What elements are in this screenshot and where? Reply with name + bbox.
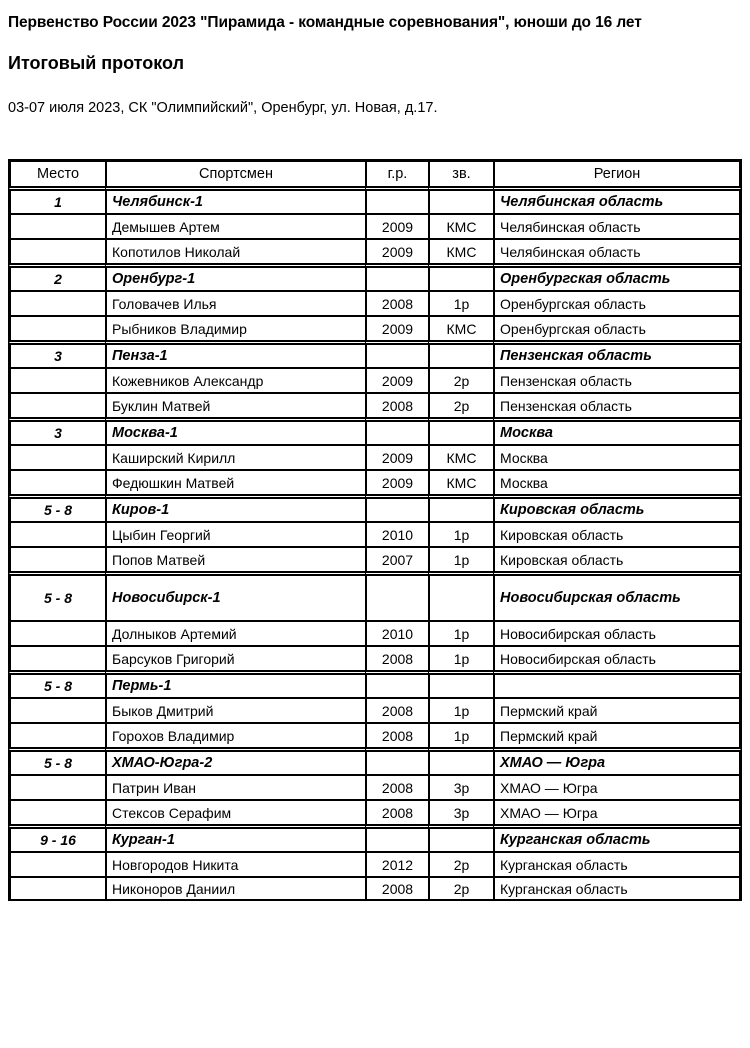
athlete-name: Цыбин Георгий <box>105 521 365 546</box>
table-row <box>8 444 742 469</box>
athlete-place <box>8 392 105 417</box>
table-row <box>8 620 742 645</box>
athlete-place <box>8 213 105 238</box>
athlete-name: Горохов Владимир <box>105 722 365 747</box>
athlete-region: Курганская область <box>493 876 742 901</box>
athlete-place <box>8 697 105 722</box>
team-name: ХМАО-Югра-2 <box>105 747 365 774</box>
column-header-year: г.р. <box>365 159 428 186</box>
table-row <box>8 315 742 340</box>
athlete-rank: 1р <box>428 290 493 315</box>
column-header-region: Регион <box>493 159 742 186</box>
athlete-year: 2008 <box>365 774 428 799</box>
athlete-year: 2008 <box>365 722 428 747</box>
team-rank <box>428 824 493 851</box>
athlete-place <box>8 444 105 469</box>
athlete-region: ХМАО — Югра <box>493 774 742 799</box>
athlete-region: Челябинская область <box>493 238 742 263</box>
athlete-year: 2010 <box>365 620 428 645</box>
athlete-place <box>8 645 105 670</box>
team-year <box>365 824 428 851</box>
athlete-place <box>8 722 105 747</box>
athlete-rank: 3р <box>428 774 493 799</box>
team-rank <box>428 747 493 774</box>
team-rank <box>428 571 493 620</box>
athlete-region: Новосибирская область <box>493 645 742 670</box>
team-header-row <box>8 340 742 367</box>
table-row <box>8 722 742 747</box>
table-row <box>8 851 742 876</box>
team-name: Пермь-1 <box>105 670 365 697</box>
athlete-year: 2012 <box>365 851 428 876</box>
team-rank <box>428 670 493 697</box>
athlete-year: 2008 <box>365 645 428 670</box>
athlete-place <box>8 876 105 901</box>
page-title: Первенство России 2023 "Пирамида - командные соревнования", юноши до 16 лет <box>8 14 642 31</box>
team-place: 5 - 8 <box>8 571 105 620</box>
athlete-year: 2009 <box>365 213 428 238</box>
team-rank <box>428 417 493 444</box>
athlete-name: Долныков Артемий <box>105 620 365 645</box>
athlete-rank: 1р <box>428 620 493 645</box>
team-name: Новосибирск-1 <box>105 571 365 620</box>
team-year <box>365 494 428 521</box>
team-year <box>365 417 428 444</box>
athlete-rank: 3р <box>428 799 493 824</box>
athlete-name: Рыбников Владимир <box>105 315 365 340</box>
team-name: Пенза-1 <box>105 340 365 367</box>
athlete-name: Стексов Серафим <box>105 799 365 824</box>
team-header-row <box>8 417 742 444</box>
table-row <box>8 521 742 546</box>
athlete-year: 2008 <box>365 392 428 417</box>
team-name: Киров-1 <box>105 494 365 521</box>
team-name: Москва-1 <box>105 417 365 444</box>
athlete-rank: 1р <box>428 645 493 670</box>
team-place: 5 - 8 <box>8 670 105 697</box>
team-place: 1 <box>8 186 105 213</box>
column-header-rank: зв. <box>428 159 493 186</box>
team-region: Челябинская область <box>493 186 742 213</box>
athlete-region: Кировская область <box>493 521 742 546</box>
team-year <box>365 747 428 774</box>
athlete-rank: 2р <box>428 392 493 417</box>
table-row <box>8 290 742 315</box>
athlete-rank: 2р <box>428 367 493 392</box>
athlete-region: Новосибирская область <box>493 620 742 645</box>
athlete-year: 2009 <box>365 315 428 340</box>
team-region: Курганская область <box>493 824 742 851</box>
team-rank <box>428 263 493 290</box>
athlete-rank: 1р <box>428 697 493 722</box>
team-rank <box>428 494 493 521</box>
table-row <box>8 799 742 824</box>
team-place: 5 - 8 <box>8 747 105 774</box>
athlete-place <box>8 238 105 263</box>
team-year <box>365 186 428 213</box>
table-row <box>8 238 742 263</box>
table-header <box>8 159 742 186</box>
athlete-name: Барсуков Григорий <box>105 645 365 670</box>
team-region: Москва <box>493 417 742 444</box>
athlete-name: Патрин Иван <box>105 774 365 799</box>
athlete-year: 2009 <box>365 444 428 469</box>
table-body <box>8 186 742 901</box>
team-region: Пензенская область <box>493 340 742 367</box>
athlete-rank: 2р <box>428 876 493 901</box>
team-place: 9 - 16 <box>8 824 105 851</box>
athlete-year: 2010 <box>365 521 428 546</box>
athlete-region: ХМАО — Югра <box>493 799 742 824</box>
event-details: 03-07 июля 2023, СК "Олимпийский", Оренбург, ул. Новая, д.17. <box>8 100 438 116</box>
team-region: Оренбургская область <box>493 263 742 290</box>
athlete-region: Оренбургская область <box>493 315 742 340</box>
athlete-name: Кожевников Александр <box>105 367 365 392</box>
column-header-athlete: Спортсмен <box>105 159 365 186</box>
athlete-name: Федюшкин Матвей <box>105 469 365 494</box>
team-rank <box>428 186 493 213</box>
athlete-region: Оренбургская область <box>493 290 742 315</box>
athlete-name: Новгородов Никита <box>105 851 365 876</box>
team-place: 3 <box>8 417 105 444</box>
table-row <box>8 469 742 494</box>
athlete-place <box>8 774 105 799</box>
athlete-year: 2008 <box>365 799 428 824</box>
table-row <box>8 774 742 799</box>
document-page <box>0 10 750 901</box>
athlete-place <box>8 851 105 876</box>
table-row <box>8 697 742 722</box>
athlete-name: Буклин Матвей <box>105 392 365 417</box>
team-place: 2 <box>8 263 105 290</box>
athlete-year: 2009 <box>365 469 428 494</box>
athlete-rank: 1р <box>428 546 493 571</box>
athlete-place <box>8 367 105 392</box>
athlete-place <box>8 469 105 494</box>
team-year <box>365 263 428 290</box>
athlete-place <box>8 620 105 645</box>
team-region: Кировская область <box>493 494 742 521</box>
team-region: Новосибирская область <box>493 571 742 620</box>
team-year <box>365 670 428 697</box>
athlete-region: Кировская область <box>493 546 742 571</box>
athlete-name: Демышев Артем <box>105 213 365 238</box>
team-region: ХМАО — Югра <box>493 747 742 774</box>
team-header-row <box>8 186 742 213</box>
athlete-rank: 2р <box>428 851 493 876</box>
team-year <box>365 571 428 620</box>
athlete-place <box>8 315 105 340</box>
athlete-year: 2007 <box>365 546 428 571</box>
athlete-name: Копотилов Николай <box>105 238 365 263</box>
document-subtitle: Итоговый протокол <box>8 53 185 73</box>
athlete-place <box>8 546 105 571</box>
athlete-rank: КМС <box>428 469 493 494</box>
athlete-region: Москва <box>493 469 742 494</box>
team-header-row <box>8 263 742 290</box>
athlete-place <box>8 521 105 546</box>
team-header-row <box>8 824 742 851</box>
athlete-year: 2009 <box>365 367 428 392</box>
results-table-container <box>8 159 742 901</box>
team-name: Челябинск-1 <box>105 186 365 213</box>
table-header-row <box>8 159 742 186</box>
athlete-region: Пермский край <box>493 722 742 747</box>
athlete-region: Пензенская область <box>493 392 742 417</box>
athlete-region: Москва <box>493 444 742 469</box>
team-place: 5 - 8 <box>8 494 105 521</box>
athlete-rank: 1р <box>428 722 493 747</box>
athlete-name: Быков Дмитрий <box>105 697 365 722</box>
athlete-rank: КМС <box>428 213 493 238</box>
team-place: 3 <box>8 340 105 367</box>
team-header-row <box>8 670 742 697</box>
athlete-region: Пермский край <box>493 697 742 722</box>
results-table <box>8 159 742 901</box>
athlete-place <box>8 799 105 824</box>
team-year <box>365 340 428 367</box>
team-header-row <box>8 571 742 620</box>
athlete-name: Головачев Илья <box>105 290 365 315</box>
table-row <box>8 645 742 670</box>
team-name: Оренбург-1 <box>105 263 365 290</box>
athlete-rank: КМС <box>428 444 493 469</box>
column-header-place: Место <box>8 159 105 186</box>
table-row <box>8 876 742 901</box>
athlete-year: 2008 <box>365 697 428 722</box>
table-row <box>8 392 742 417</box>
athlete-rank: 1р <box>428 521 493 546</box>
athlete-name: Каширский Кирилл <box>105 444 365 469</box>
team-region <box>493 670 742 697</box>
athlete-name: Никоноров Даниил <box>105 876 365 901</box>
athlete-name: Попов Матвей <box>105 546 365 571</box>
team-name: Курган-1 <box>105 824 365 851</box>
athlete-rank: КМС <box>428 238 493 263</box>
athlete-year: 2009 <box>365 238 428 263</box>
team-header-row <box>8 747 742 774</box>
athlete-place <box>8 290 105 315</box>
team-rank <box>428 340 493 367</box>
athlete-region: Пензенская область <box>493 367 742 392</box>
table-row <box>8 367 742 392</box>
team-header-row <box>8 494 742 521</box>
athlete-rank: КМС <box>428 315 493 340</box>
athlete-year: 2008 <box>365 290 428 315</box>
athlete-region: Курганская область <box>493 851 742 876</box>
table-row <box>8 213 742 238</box>
athlete-region: Челябинская область <box>493 213 742 238</box>
table-row <box>8 546 742 571</box>
athlete-year: 2008 <box>365 876 428 901</box>
